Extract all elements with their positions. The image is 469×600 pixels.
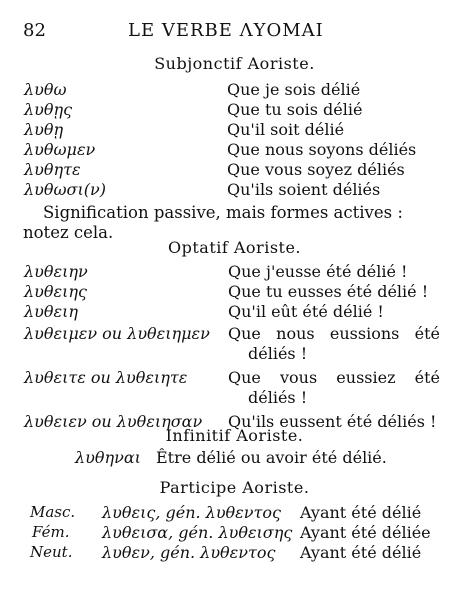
subj-french-6: Qu'ils soient déliés <box>227 180 381 199</box>
opt-greek-3: λυθειη <box>24 302 78 321</box>
opt-greek-4: λυθειμεν ou λυθειημεν <box>24 324 210 343</box>
subj-greek-2: λυθῃς <box>24 100 73 119</box>
opt-french-6: Qu'ils eussent été déliés ! <box>228 412 437 431</box>
opt-french-3: Qu'il eût été délié ! <box>228 302 384 321</box>
opt-french-4 <box>228 324 440 364</box>
part-french-neut: Ayant été délié <box>300 543 422 562</box>
section-title-optatif: Optatif Aoriste. <box>167 238 302 257</box>
opt-greek-1: λυθειην <box>24 262 88 281</box>
running-title: LE VERBE ΛΥΟΜΑΙ <box>128 20 324 41</box>
section-title-infinitif: Infinitif Aoriste. <box>165 426 304 445</box>
opt-french-1: Que j'eusse été délié ! <box>228 262 408 281</box>
part-label-neut: Neut. <box>30 543 73 561</box>
subj-greek-3: λυθῃ <box>24 120 64 139</box>
section-title-subjonctif: Subjonctif Aoriste. <box>154 54 315 73</box>
part-label-fem: Fém. <box>32 523 70 541</box>
subj-greek-6: λυθωσι(ν) <box>24 180 106 199</box>
opt-french-5 <box>228 368 440 408</box>
subj-greek-4: λυθωμεν <box>24 140 96 159</box>
part-label-masc: Masc. <box>30 503 76 521</box>
page-number: 82 <box>23 20 46 41</box>
opt-french-5-line1: Que vous eussiez été <box>228 368 440 387</box>
inf-greek: λυθηναι <box>75 448 141 467</box>
part-french-fem: Ayant été déliée <box>300 523 431 542</box>
part-greek-fem: λυθεισα, gén. λυθεισης <box>102 523 293 542</box>
subj-french-2: Que tu sois délié <box>227 100 363 119</box>
part-french-masc: Ayant été délié <box>300 503 422 522</box>
subj-greek-1: λυθω <box>24 80 67 99</box>
opt-french-4-line2: déliés ! <box>248 344 308 363</box>
subj-french-4: Que nous soyons déliés <box>227 140 417 159</box>
inf-french: Être délié ou avoir été délié. <box>156 448 387 467</box>
opt-greek-2: λυθειης <box>24 282 87 301</box>
opt-greek-5: λυθειτε ou λυθειητε <box>24 368 188 387</box>
opt-french-4-line1: Que nous eussions été <box>228 324 440 343</box>
subj-french-1: Que je sois délié <box>227 80 361 99</box>
subj-french-3: Qu'il soit délié <box>227 120 345 139</box>
note-paragraph: Signification passive, mais formes actives : notez cela. <box>23 203 403 242</box>
subj-greek-5: λυθητε <box>24 160 81 179</box>
opt-greek-6: λυθειεν ou λυθειησαν <box>24 412 203 431</box>
section-title-participe: Participe Aoriste. <box>159 478 310 497</box>
subj-french-5: Que vous soyez déliés <box>227 160 405 179</box>
part-greek-neut: λυθεν, gén. λυθεντος <box>102 543 276 562</box>
part-greek-masc: λυθεις, gén. λυθεντος <box>102 503 281 522</box>
opt-french-2: Que tu eusses été délié ! <box>228 282 429 301</box>
opt-french-5-line2: déliés ! <box>248 388 308 407</box>
